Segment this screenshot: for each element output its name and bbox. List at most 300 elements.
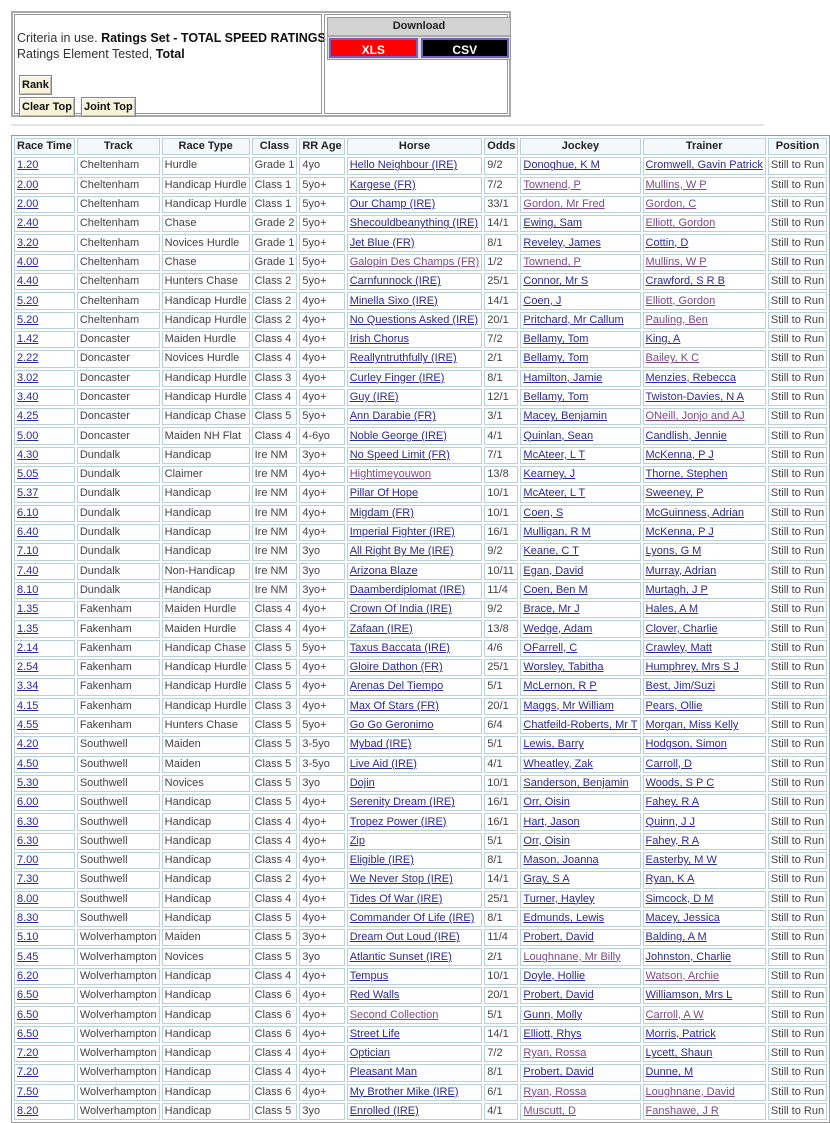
- race-time-link[interactable]: 2.40: [17, 217, 39, 230]
- race-time-link[interactable]: 2.22: [17, 352, 39, 365]
- trainer-link[interactable]: Sweeney, P: [645, 487, 704, 500]
- trainer-link[interactable]: Elliott, Gordon: [645, 294, 716, 307]
- odds-cell: 5/1: [487, 738, 503, 751]
- age-cell: [299, 408, 344, 425]
- race-time-link[interactable]: 8.10: [17, 583, 39, 596]
- race-time-link[interactable]: 1.20: [17, 159, 39, 172]
- horse-link[interactable]: Zafaan (IRE): [349, 622, 413, 635]
- trainer-link[interactable]: Hales, A M: [645, 603, 699, 616]
- jockey-cell: [520, 1026, 640, 1043]
- jockey-link[interactable]: Sanderson, Benjamin: [523, 776, 629, 789]
- type-cell: [162, 312, 250, 329]
- horse-link[interactable]: We Never Stop (IRE): [349, 873, 453, 886]
- odds-cell: [484, 987, 518, 1004]
- trainer-link[interactable]: Loughnane, David: [645, 1085, 735, 1098]
- horse-cell: [347, 408, 483, 425]
- horse-link[interactable]: Crown Of India (IRE): [349, 603, 452, 616]
- horse-link[interactable]: All Right By Me (IRE): [349, 545, 454, 558]
- horse-link[interactable]: Kargese (FR): [349, 178, 416, 191]
- race-time-link[interactable]: 5.05: [17, 468, 39, 481]
- race-time-link[interactable]: 2.14: [17, 641, 39, 654]
- jockey-link[interactable]: Chatfeild-Roberts, Mr T: [523, 719, 638, 732]
- race-time-link[interactable]: 4.15: [17, 699, 39, 712]
- jockey-link[interactable]: Probert, David: [523, 989, 594, 1002]
- horse-link[interactable]: Tides Of War (IRE): [349, 892, 443, 905]
- type-cell: [162, 350, 250, 367]
- horse-link[interactable]: Guy (IRE): [349, 391, 399, 403]
- class-cell: Ire NM: [254, 487, 288, 500]
- race-time-link[interactable]: 3.34: [17, 680, 39, 693]
- race-type-cell: Handicap: [164, 506, 212, 519]
- position-cell: Still to Run: [770, 255, 825, 268]
- trainer-link[interactable]: Humphrey, Mrs S J: [645, 661, 739, 674]
- position-cell: Still to Run: [770, 989, 825, 1002]
- race-time-link[interactable]: 7.30: [17, 873, 39, 886]
- jockey-link[interactable]: Doyle, Hollie: [523, 969, 586, 982]
- race-time-link[interactable]: 6.00: [17, 796, 39, 809]
- horse-link[interactable]: Serenity Dream (IRE): [349, 796, 455, 809]
- jockey-link[interactable]: Ryan, Rossa: [523, 1085, 587, 1098]
- jockey-link[interactable]: Egan, David: [523, 564, 584, 577]
- horse-link[interactable]: Tropez Power (IRE): [349, 815, 447, 828]
- trainer-cell: [643, 1026, 766, 1043]
- trainer-link[interactable]: McKenna, P J: [645, 448, 714, 461]
- jockey-link[interactable]: Ewing, Sam: [523, 217, 583, 230]
- horse-link[interactable]: Enrolled (IRE): [349, 1104, 419, 1117]
- horse-link[interactable]: No Questions Asked (IRE): [349, 313, 479, 326]
- trainer-cell: [643, 601, 766, 618]
- trainer-link[interactable]: Thorne, Stephen: [645, 468, 728, 481]
- race-time-link[interactable]: 1.42: [17, 333, 39, 346]
- trainer-link[interactable]: Murtagh, J P: [645, 583, 708, 596]
- trainer-link[interactable]: Carroll, A W: [645, 1008, 704, 1021]
- track-cell: [77, 485, 160, 502]
- race-time-link[interactable]: 7.40: [17, 564, 39, 577]
- trainer-link[interactable]: Ryan, K A: [645, 873, 695, 886]
- class-cell: [252, 370, 298, 387]
- horse-link[interactable]: Hello Neighbour (IRE): [349, 159, 458, 172]
- horse-link[interactable]: Pleasant Man: [349, 1066, 417, 1079]
- race-time-link[interactable]: 2.00: [17, 178, 39, 191]
- race-time-link[interactable]: 4.20: [17, 738, 39, 751]
- rank-button[interactable]: Rank: [19, 75, 52, 95]
- jockey-link[interactable]: Wedge, Adam: [523, 622, 593, 635]
- age-cell: [299, 582, 344, 599]
- trainer-link[interactable]: Pauling, Ben: [645, 313, 708, 326]
- jockey-link[interactable]: Brace, Mr J: [523, 603, 580, 616]
- position-cell: Still to Run: [770, 526, 825, 539]
- race-time-link[interactable]: 6.40: [17, 526, 39, 539]
- race-time-link[interactable]: 2.54: [17, 661, 39, 674]
- jockey-cell: [520, 292, 640, 309]
- trainer-link[interactable]: Hodgson, Simon: [645, 738, 727, 751]
- trainer-link[interactable]: Elliott, Gordon: [645, 217, 716, 230]
- race-time-link[interactable]: 5.10: [17, 931, 39, 944]
- track-cell: [77, 1026, 160, 1043]
- trainer-link[interactable]: Balding, A M: [645, 931, 707, 944]
- trainer-link[interactable]: Macey, Jessica: [645, 912, 720, 925]
- jockey-link[interactable]: Orr, Oisin: [523, 834, 570, 847]
- jockey-link[interactable]: Lewis, Barry: [523, 738, 584, 751]
- trainer-link[interactable]: Cottin, D: [645, 236, 689, 249]
- trainer-link[interactable]: Best, Jim/Suzi: [645, 680, 716, 693]
- race-time-link[interactable]: 5.45: [17, 950, 39, 963]
- position-cell: Still to Run: [770, 1027, 825, 1040]
- time-cell: [14, 1026, 75, 1043]
- trainer-link[interactable]: Pears, Ollie: [645, 699, 703, 712]
- horse-link[interactable]: Street Life: [349, 1027, 400, 1040]
- pos-cell: [768, 929, 827, 946]
- table-row: [14, 948, 827, 965]
- type-cell: [162, 292, 250, 309]
- jockey-link[interactable]: Probert, David: [523, 1066, 594, 1079]
- trainer-link[interactable]: ONeill, Jonjo and AJ: [645, 410, 745, 423]
- trainer-link[interactable]: Johnston, Charlie: [645, 950, 732, 963]
- class-cell: Class 3: [254, 371, 292, 384]
- horse-link[interactable]: Taxus Baccata (IRE): [349, 641, 450, 654]
- jockey-link[interactable]: Worsley, Tabitha: [523, 661, 604, 674]
- jockey-link[interactable]: Gunn, Molly: [523, 1008, 583, 1021]
- race-time-link[interactable]: 4.40: [17, 275, 39, 288]
- trainer-link[interactable]: Clover, Charlie: [645, 622, 718, 635]
- jockey-cell: [520, 852, 640, 869]
- horse-link[interactable]: Go Go Geronimo: [349, 719, 434, 732]
- class-cell: Class 4: [254, 892, 292, 905]
- race-type-cell: Handicap: [164, 1104, 212, 1117]
- trainer-link[interactable]: Mullins, W P: [645, 178, 707, 191]
- race-time-link[interactable]: 5.20: [17, 294, 39, 307]
- header-horse: Horse: [347, 138, 483, 155]
- trainer-link[interactable]: Twiston-Davies, N A: [645, 391, 744, 403]
- race-time-link[interactable]: 8.00: [17, 892, 39, 905]
- race-time-link[interactable]: 6.50: [17, 1008, 39, 1021]
- race-time-link[interactable]: 5.37: [17, 487, 39, 500]
- pos-cell: [768, 254, 827, 271]
- trainer-link[interactable]: Menzies, Rebecca: [645, 371, 737, 384]
- pos-cell: [768, 910, 827, 927]
- race-time-link[interactable]: 1.35: [17, 603, 39, 616]
- type-cell: [162, 427, 250, 444]
- race-time-link[interactable]: 3.20: [17, 236, 39, 249]
- trainer-link[interactable]: McKenna, P J: [645, 526, 714, 539]
- jockey-link[interactable]: Gray, S A: [523, 873, 570, 886]
- trainer-link[interactable]: Fanshawe, J R: [645, 1104, 719, 1117]
- race-type-cell: Novices: [164, 950, 204, 963]
- horse-link[interactable]: Red Walls: [349, 989, 400, 1002]
- horse-link[interactable]: Gloire Dathon (FR): [349, 661, 443, 674]
- trainer-link[interactable]: Carroll, D: [645, 757, 692, 770]
- race-time-link[interactable]: 7.50: [17, 1085, 39, 1098]
- race-time-link[interactable]: 5.20: [17, 313, 39, 326]
- race-time-link[interactable]: 3.02: [17, 371, 39, 384]
- horse-link[interactable]: Hightimeyouwon: [349, 468, 432, 481]
- type-cell: [162, 698, 250, 715]
- jockey-link[interactable]: Maggs, Mr William: [523, 699, 614, 712]
- jockey-link[interactable]: Bellamy, Tom: [523, 391, 589, 403]
- jockey-link[interactable]: McLernon, R P: [523, 680, 597, 693]
- race-time-link[interactable]: 7.20: [17, 1047, 39, 1060]
- table-row: [14, 505, 827, 522]
- horse-link[interactable]: Our Champ (IRE): [349, 198, 436, 211]
- race-time-link[interactable]: 4.25: [17, 410, 39, 423]
- type-cell: [162, 968, 250, 985]
- jockey-link[interactable]: Orr, Oisin: [523, 796, 570, 809]
- jockey-link[interactable]: Hamilton, Jamie: [523, 371, 603, 384]
- jockey-link[interactable]: Macey, Benjamin: [523, 410, 607, 423]
- class-cell: Class 4: [254, 1047, 292, 1060]
- race-time-link[interactable]: 7.10: [17, 545, 39, 558]
- race-time-link[interactable]: 6.20: [17, 969, 39, 982]
- jockey-link[interactable]: Wheatley, Zak: [523, 757, 593, 770]
- race-time-link[interactable]: 3.40: [17, 391, 39, 403]
- jockey-link[interactable]: Probert, David: [523, 931, 594, 944]
- trainer-link[interactable]: Morgan, Miss Kelly: [645, 719, 739, 732]
- horse-link[interactable]: Arizona Blaze: [349, 564, 418, 577]
- horse-link[interactable]: Mybad (IRE): [349, 738, 412, 751]
- trainer-link[interactable]: Murray, Adrian: [645, 564, 717, 577]
- odds-cell: 14/1: [487, 294, 509, 307]
- trainer-link[interactable]: Dunne, M: [645, 1066, 694, 1079]
- rr-age-cell: 3yo: [302, 564, 321, 577]
- type-cell: [162, 620, 250, 637]
- trainer-link[interactable]: Williamson, Mrs L: [645, 989, 733, 1002]
- trainer-link[interactable]: Lyons, G M: [645, 545, 702, 558]
- odds-cell: 5/1: [487, 834, 503, 847]
- class-cell: [252, 833, 298, 850]
- horse-link[interactable]: Migdam (FR): [349, 506, 414, 519]
- odds-cell: [484, 312, 518, 329]
- trainer-link[interactable]: Crawley, Matt: [645, 641, 712, 654]
- horse-link[interactable]: Eligible (IRE): [349, 854, 414, 867]
- jockey-link[interactable]: OFarrell, C: [523, 641, 578, 654]
- position-cell: Still to Run: [770, 931, 825, 944]
- jockey-link[interactable]: Mason, Joanna: [523, 854, 599, 867]
- horse-cell: [347, 601, 483, 618]
- horse-link[interactable]: My Brother Mike (IRE): [349, 1085, 459, 1098]
- horse-link[interactable]: Atlantic Sunset (IRE): [349, 950, 452, 963]
- horse-link[interactable]: Max Of Stars (FR): [349, 699, 439, 712]
- horse-link[interactable]: Live Aid (IRE): [349, 757, 417, 770]
- jockey-link[interactable]: Coen, S: [523, 506, 564, 519]
- track-cell: [77, 794, 160, 811]
- csv-download-button[interactable]: CSV: [421, 38, 510, 58]
- odds-cell: [484, 485, 518, 502]
- jockey-link[interactable]: Hart, Jason: [523, 815, 580, 828]
- jockey-cell: [520, 1084, 640, 1101]
- jockey-link[interactable]: Townend, P: [523, 255, 581, 268]
- race-time-link[interactable]: 6.10: [17, 506, 39, 519]
- track-cell: [77, 833, 160, 850]
- clear-top-button[interactable]: Clear Top: [19, 97, 75, 117]
- odds-cell: 1/2: [487, 255, 503, 268]
- class-cell: Class 4: [254, 333, 292, 346]
- race-time-link[interactable]: 7.00: [17, 854, 39, 867]
- trainer-link[interactable]: Fahey, R A: [645, 796, 700, 809]
- race-time-link[interactable]: 8.20: [17, 1104, 39, 1117]
- jockey-link[interactable]: Turner, Hayley: [523, 892, 595, 905]
- horse-link[interactable]: Curley Finger (IRE): [349, 371, 445, 384]
- type-cell: [162, 331, 250, 348]
- horse-cell: [347, 505, 483, 522]
- track-cell: Cheltenham: [79, 294, 140, 307]
- jockey-link[interactable]: Keane, C T: [523, 545, 579, 558]
- type-cell: [162, 273, 250, 290]
- time-cell: [14, 196, 75, 213]
- race-time-link[interactable]: 7.20: [17, 1066, 39, 1079]
- race-time-link[interactable]: 4.00: [17, 255, 39, 268]
- race-time-link[interactable]: 6.50: [17, 989, 39, 1002]
- horse-link[interactable]: Tempus: [349, 969, 389, 982]
- position-cell: Still to Run: [770, 275, 825, 288]
- trainer-link[interactable]: Mullins, W P: [645, 255, 707, 268]
- jockey-link[interactable]: Bellamy, Tom: [523, 352, 589, 365]
- jockey-link[interactable]: McAteer, L T: [523, 487, 586, 500]
- jockey-link[interactable]: Coen, J: [523, 294, 562, 307]
- horse-link[interactable]: Arenas Del Tiempo: [349, 680, 444, 693]
- jockey-cell: [520, 736, 640, 753]
- type-cell: [162, 563, 250, 580]
- position-cell: Still to Run: [770, 178, 825, 191]
- odds-cell: [484, 1026, 518, 1043]
- race-time-link[interactable]: 6.30: [17, 834, 39, 847]
- jockey-link[interactable]: Bellamy, Tom: [523, 333, 589, 346]
- odds-cell: [484, 177, 518, 194]
- horse-link[interactable]: Galopin Des Champs (FR): [349, 255, 480, 268]
- horse-link[interactable]: Second Collection: [349, 1008, 439, 1021]
- position-cell: Still to Run: [770, 506, 825, 519]
- rr-age-cell: 3yo: [302, 776, 321, 789]
- trainer-link[interactable]: Candlish, Jennie: [645, 429, 727, 442]
- horse-link[interactable]: Noble George (IRE): [349, 429, 447, 442]
- horse-link[interactable]: Ann Darabie (FR): [349, 410, 436, 423]
- trainer-link[interactable]: Quinn, J J: [645, 815, 696, 828]
- horse-link[interactable]: No Speed Limit (FR): [349, 448, 450, 461]
- jockey-link[interactable]: Donoghue, K M: [523, 159, 600, 172]
- odds-cell: [484, 698, 518, 715]
- horse-link[interactable]: Shecouldbeanything (IRE): [349, 217, 479, 230]
- trainer-link[interactable]: Simcock, D M: [645, 892, 714, 905]
- trainer-link[interactable]: Woods, S P C: [645, 776, 715, 789]
- horse-link[interactable]: Commander Of Life (IRE): [349, 912, 475, 925]
- horse-link[interactable]: Carnfunnock (IRE): [349, 275, 441, 288]
- pos-cell: [768, 659, 827, 676]
- race-time-link[interactable]: 4.50: [17, 757, 39, 770]
- table-row: [14, 891, 827, 908]
- jockey-link[interactable]: Connor, Mr S: [523, 275, 589, 288]
- odds-cell: 4/1: [487, 429, 503, 442]
- track-cell: [77, 910, 160, 927]
- race-time-link[interactable]: 4.30: [17, 448, 39, 461]
- type-cell: [162, 157, 250, 174]
- horse-link[interactable]: Reallyntruthfully (IRE): [349, 352, 457, 365]
- race-time-link[interactable]: 6.50: [17, 1027, 39, 1040]
- jockey-link[interactable]: Muscutt, D: [523, 1104, 576, 1117]
- horse-link[interactable]: Optician: [349, 1047, 391, 1060]
- odds-cell: 25/1: [487, 661, 509, 674]
- jockey-link[interactable]: Coen, Ben M: [523, 583, 588, 596]
- position-cell: Still to Run: [770, 854, 825, 867]
- horse-link[interactable]: Zip: [349, 834, 365, 847]
- trainer-link[interactable]: Easterby, M W: [645, 854, 717, 867]
- track-cell: Wolverhampton: [79, 969, 157, 982]
- xls-download-button[interactable]: XLS: [329, 38, 418, 58]
- table-row: [14, 775, 827, 792]
- odds-cell: 10/1: [487, 969, 509, 982]
- rr-age-cell: 5yo+: [302, 275, 327, 288]
- jockey-link[interactable]: Kearney, J: [523, 468, 576, 481]
- trainer-link[interactable]: Bailey, K C: [645, 352, 700, 365]
- rr-age-cell: 3yo+: [302, 583, 327, 596]
- horse-cell: [347, 775, 483, 792]
- pos-cell: [768, 756, 827, 773]
- horse-link[interactable]: Dream Out Loud (IRE): [349, 931, 460, 944]
- table-row: [14, 698, 827, 715]
- race-time-link[interactable]: 5.30: [17, 776, 39, 789]
- horse-link[interactable]: Irish Chorus: [349, 333, 409, 346]
- trainer-link[interactable]: Gordon, C: [645, 198, 697, 211]
- race-time-link[interactable]: 2.00: [17, 198, 39, 211]
- track-cell: [77, 427, 160, 444]
- rr-age-cell: 5yo+: [302, 198, 327, 211]
- race-type-cell: Handicap: [164, 873, 212, 886]
- position-cell: Still to Run: [770, 545, 825, 558]
- horse-link[interactable]: Minella Sixo (IRE): [349, 294, 438, 307]
- horse-link[interactable]: Dojin: [349, 776, 375, 789]
- trainer-link[interactable]: Crawford, S R B: [645, 275, 725, 288]
- jockey-link[interactable]: Quinlan, Sean: [523, 429, 594, 442]
- race-time-link[interactable]: 8.30: [17, 912, 39, 925]
- age-cell: [299, 370, 344, 387]
- jockey-link[interactable]: Ryan, Rossa: [523, 1047, 587, 1060]
- race-time-link[interactable]: 1.35: [17, 622, 39, 635]
- track-cell: [77, 813, 160, 830]
- position-cell: Still to Run: [770, 1008, 825, 1021]
- trainer-link[interactable]: Cromwell, Gavin Patrick: [645, 159, 763, 172]
- rr-age-cell: 4yo+: [302, 892, 327, 905]
- jockey-link[interactable]: Gordon, Mr Fred: [523, 198, 605, 211]
- jockey-link[interactable]: Townend, P: [523, 178, 581, 191]
- class-cell: Class 2: [254, 294, 292, 307]
- jockey-link[interactable]: Reveley, James: [523, 236, 601, 249]
- trainer-link[interactable]: Watson, Archie: [645, 969, 720, 982]
- horse-link[interactable]: Jet Blue (FR): [349, 236, 415, 249]
- jockey-link[interactable]: Mulligan, R M: [523, 526, 591, 539]
- jockey-link[interactable]: Loughnane, Mr Billy: [523, 950, 621, 963]
- track-cell: [77, 582, 160, 599]
- track-cell: [77, 620, 160, 637]
- race-time-link[interactable]: 4.55: [17, 719, 39, 732]
- pos-cell: [768, 775, 827, 792]
- race-time-link[interactable]: 5.00: [17, 429, 39, 442]
- trainer-link[interactable]: McGuinness, Adrian: [645, 506, 744, 519]
- jockey-link[interactable]: McAteer, L T: [523, 448, 586, 461]
- horse-link[interactable]: Imperial Fighter (IRE): [349, 526, 455, 539]
- trainer-link[interactable]: Lycett, Shaun: [645, 1047, 713, 1060]
- pos-cell: [768, 273, 827, 290]
- joint-top-button[interactable]: Joint Top: [81, 97, 136, 117]
- race-time-link[interactable]: 6.30: [17, 815, 39, 828]
- jockey-link[interactable]: Edmunds, Lewis: [523, 912, 605, 925]
- trainer-link[interactable]: Morris, Patrick: [645, 1027, 716, 1040]
- horse-link[interactable]: Pillar Of Hope: [349, 487, 419, 500]
- class-cell: [252, 659, 298, 676]
- jockey-link[interactable]: Elliott, Rhys: [523, 1027, 582, 1040]
- odds-cell: 14/1: [487, 1027, 509, 1040]
- trainer-link[interactable]: King, A: [645, 333, 681, 346]
- trainer-link[interactable]: Fahey, R A: [645, 834, 700, 847]
- jockey-link[interactable]: Pritchard, Mr Callum: [523, 313, 624, 326]
- horse-link[interactable]: Daamberdiplomat (IRE): [349, 583, 466, 596]
